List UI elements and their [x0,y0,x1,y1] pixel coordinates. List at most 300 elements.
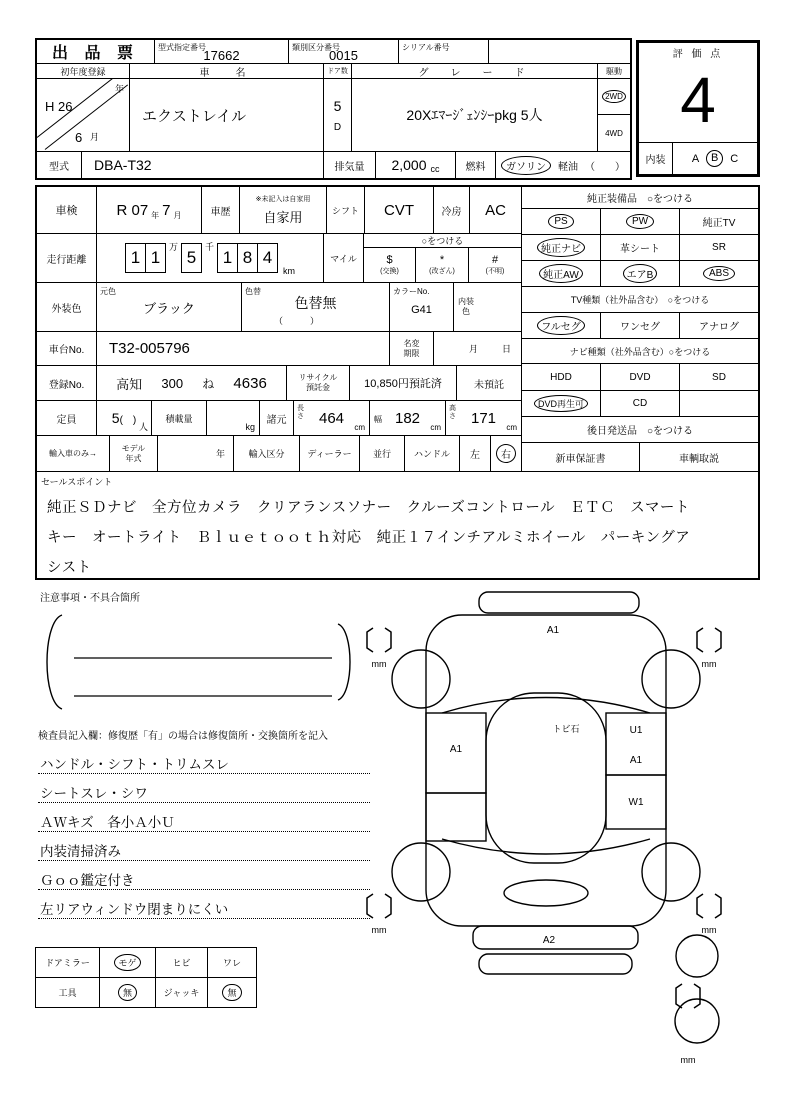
handle-label-cell [405,436,460,472]
ac-label-cell [434,187,470,234]
import-label: 輸入車のみ→ [49,449,97,458]
interior-grade-a: A [691,152,700,165]
recycle-not-deposited-cell [457,366,522,401]
length-value: 464 [318,409,345,427]
model-code-label: 型式指定番号 [158,43,206,52]
mirror-hibi: ヒビ [172,958,191,968]
length-label: 長 さ [297,405,304,421]
interior-label: 内装 [645,155,666,166]
equip-aw-cell [522,261,601,287]
drive-2wd: 2WD [602,90,626,103]
interior-grade-row [639,142,757,174]
doors-header [324,64,352,79]
mm-label-bottom: mm [680,1055,696,1065]
chassis-label: 車台No. [48,345,85,356]
recycle-not-deposited: 未預託 [474,379,504,391]
inspector-note-line: ＡＷキズ 各小Ａ小Ｕ [38,803,370,832]
interior-grade-b-circled: B [706,150,723,167]
color-label: 外装色 [51,303,82,315]
navi-dvd: DVD [629,371,651,383]
grade-value: 20Xｴﾏｰｼﾞｪﾝｼｰpkg 5人 [406,107,543,123]
regno-label-cell [37,366,97,401]
modelyear-value-cell [158,436,234,472]
chassis-value-cell [97,332,390,366]
sheet-title-cell [37,40,155,64]
circle-note: ○をつける [421,236,464,246]
tool-label-cell [36,978,100,1007]
equip-navi-circled: 純正ナビ [537,238,585,257]
capacity-value-cell [97,401,152,436]
disp-value-cell [376,152,456,178]
shaken-label: 車検 [55,205,78,217]
tv-fullseg-circled: フルセグ [537,316,585,335]
import-division-cell [234,436,300,472]
opt3-symbol: # [491,254,499,266]
header-blank-cell [489,40,630,64]
interior-label-cell [639,143,673,174]
car-name-cell [130,79,324,152]
handle-right-cell [491,436,522,472]
damage-w1-right-rear: W1 [628,797,644,808]
mileage-opt1-cell [364,248,416,283]
mileage-label: 走行距離 [46,254,87,266]
import-parallel: 並行 [372,449,391,459]
wheel-rear-right [642,843,700,901]
car-name-header [130,64,324,79]
opt3-label: (不明) [485,268,505,275]
mileage-sen: 千 [205,242,215,252]
drive-4wd: 4WD [605,128,623,138]
modelyear-label-2: 年式 [125,453,142,463]
doors-d: D [333,121,342,133]
import-label-cell [37,436,110,472]
opt2-symbol: * [439,254,445,266]
month-unit: 月 [468,344,478,354]
chassis-value: T32-005796 [109,340,190,357]
equip-navi-cell [522,235,601,261]
wheel-rear-left [392,843,450,901]
first-reg-body [37,79,130,152]
disp-label-cell [324,152,376,178]
tool-jack-cell [156,978,208,1007]
left-rear-panel [426,793,486,841]
interior-color-label-1: 内装 [458,297,474,307]
regno-kana: ね [202,376,215,391]
sales-line-2: キー オートライト Ｂｌｕｅｔｏｏｔｈ対応 純正１７インチアルミホイール パーキングア [47,530,691,546]
ac-label: 冷房 [441,206,462,218]
fuel-label: 燃料 [465,161,486,173]
tv-analog-cell [680,313,758,339]
regno-area: 高知 [116,376,143,392]
width-cell [370,401,446,436]
mileage-digit: 1 [217,243,238,273]
damage-u1-right: U1 [629,725,643,736]
recycle-label-2: 預託金 [306,383,330,392]
shaken-era: R 07 [116,201,149,219]
capacity-paren: ( ) [119,414,137,426]
mirror-moge-circled: モゲ [114,954,140,971]
grade-label: グ レ ー ド [418,67,531,79]
tool-jack: ジャッキ [163,988,200,998]
namechange-date-cell [434,332,522,366]
mm-label-tr: mm [701,659,717,669]
handle-label: ハンドル [413,449,450,459]
sales-label: セールスポイント [41,476,113,487]
load-unit: kg [245,422,255,432]
mile-label-cell [324,234,364,283]
mirror-label: ドアミラー [45,958,90,968]
evaluation-box [636,40,760,177]
mile-label: マイル [330,253,357,264]
shift-label-cell [327,187,365,234]
doors-cell [324,79,352,152]
damage-a1-left-door: A1 [449,744,463,755]
navi-hdd-cell [522,364,601,391]
manual-cell [640,443,758,472]
drive-label: 駆動 [606,66,622,76]
recycle-label-cell [287,366,350,401]
equip-leather-cell [601,235,680,261]
grade-cell [352,79,598,152]
drive-4wd-cell [598,115,630,152]
sales-line-3: シスト [47,560,92,576]
history-note: ※未記入は自家用 [255,196,311,203]
color-no-cell [390,283,454,332]
fuel-paren: （ ） [585,161,625,173]
mileage-digit: 8 [237,243,258,273]
navi-hdd: HDD [550,371,572,383]
sheet-title: 出 品 票 [52,45,139,62]
height-label: 高 さ [449,405,456,421]
navi-dvd-cell [601,364,680,391]
sales-text [47,493,752,583]
damage-a1-right: A1 [629,755,643,766]
mm-label-tl: mm [371,659,387,669]
inspector-note-line: 左リアウィンドウ閉まりにくい [38,890,370,919]
load-value-cell [207,401,260,436]
regno-label: 登録No. [48,379,85,391]
mirror-ware: ワレ [222,958,241,968]
mileage-digit: 1 [125,243,146,273]
modelyear-unit: 年 [215,449,225,459]
equip-ps-cell [522,209,601,235]
modelyear-label-1: モデル [121,443,146,453]
recycle-deposited: 10,850円預託済 [364,378,442,390]
height-unit: cm [506,423,517,432]
tool-none1-circled: 無 [118,984,137,1001]
mileage-unit: km [283,266,296,276]
shaken-year-unit: 年 [151,210,160,220]
equip-tv: 純正TV [702,218,736,229]
inspector-label: 検査員記入欄：修復歴「有」の場合は修復箇所・交換箇所を記入 [38,731,328,742]
front-bumper [479,592,639,613]
sales-line-1: 純正ＳＤナビ 全方位カメラ クリアランスソナー クルーズコントロール ＥＴＣ スマート [47,500,690,516]
circle-note-cell [364,234,522,248]
warranty-label: 新車保証書 [555,453,606,465]
spec-label: 諸元 [266,414,287,426]
orig-color-cell [97,283,242,332]
color-change-paren: （ ） [274,316,320,326]
navi-sd: SD [712,371,726,383]
shaken-label-cell [37,187,97,234]
import-parallel-cell [360,436,405,472]
history-label: 車歴 [210,206,231,218]
equip-leather: 革シート [620,244,660,255]
serial-cell [399,40,489,64]
drive-header [598,64,630,79]
handle-left: 左 [470,450,480,461]
mirror-moge-cell [100,948,156,978]
model-label: 型式 [49,161,69,173]
diagonal-line [45,84,128,149]
serial-label: シリアル番号 [402,43,450,52]
mileage-opt2-cell [416,248,469,283]
interior-color-label-2: 色 [462,307,470,316]
class-code-cell [289,40,399,64]
capacity-label: 定員 [56,414,77,426]
grade-header [352,64,598,79]
shift-value-cell [365,187,434,234]
equip-abs-cell [680,261,758,287]
disp-unit: cc [430,164,440,174]
chassis-label-cell [37,332,97,366]
drive-2wd-cell [598,79,630,115]
model-label-cell [37,152,82,178]
inspector-note-line: ハンドル・シフト・トリムスレ [38,745,370,774]
rear-bumper [473,926,638,949]
fuel-label-cell [456,152,496,178]
equip-header: 純正装備品 ○をつける [586,194,694,205]
regno-value-cell [97,366,287,401]
color-no-value: G41 [411,304,432,316]
inspector-note-line: 内装清掃済み [38,832,370,861]
damage-a1-front: A1 [546,625,560,636]
opt1-label: (交換) [380,268,399,275]
wheel-front-right [642,650,700,708]
first-reg-header [37,64,130,79]
tv-type-header-cell [522,287,758,313]
ac-value: AC [485,201,506,219]
tool-none2-circled: 無 [222,984,241,1001]
model-value: DBA-T32 [94,157,152,173]
mirror-hibi-cell [156,948,208,978]
mileage-digit: 5 [181,243,202,273]
equip-ps-circled: PS [548,214,573,229]
history-value-cell [240,187,327,234]
equip-tv-cell [680,209,758,235]
equip-pw-cell [601,209,680,235]
damage-stone-chip: トビ石 [552,724,580,734]
mileage-label-cell [37,234,97,283]
interior-grade-c: C [730,152,739,165]
import-division-label: 輸入区分 [248,449,285,459]
later-header-cell [522,417,758,443]
tv-fullseg-cell [522,313,601,339]
history-value: 自家用 [263,210,303,225]
modelyear-label-cell [110,436,158,472]
shaken-month-unit: 月 [173,210,182,220]
navi-sd-cell [680,364,758,391]
fuel-diesel: 軽油 [558,161,578,173]
rear-hatch [504,880,588,906]
namechange-label-2: 期限 [403,348,420,358]
equip-abs-circled: ABS [703,266,735,281]
history-label-cell [202,187,240,234]
interior-grades [673,143,757,174]
damage-a2-rear: A2 [542,935,556,946]
first-reg-year-unit: 年 [114,84,124,94]
color-change-cell [242,283,390,332]
inspector-note-line: Ｇｏｏ鑑定付き [38,861,370,890]
height-cell [446,401,522,436]
namechange-label-1: 名変 [403,338,420,348]
regno-class: 300 [161,375,184,391]
cd-label: CD [632,398,648,409]
tool-none1-cell [100,978,156,1007]
doors-value: 5 [333,97,342,114]
windshield-line [442,698,650,714]
main-form [35,185,760,580]
handle-right-circled: 右 [496,444,516,463]
mm-label-br: mm [701,925,717,935]
top-form [35,38,632,180]
color-label-cell [37,283,97,332]
car-name-value: エクストレイル [142,107,247,125]
measurement-brackets [367,628,721,1008]
equip-airbag-cell [601,261,680,287]
left-bracket [47,615,62,709]
equip-sr-cell [680,235,758,261]
handle-left-cell [460,436,491,472]
tool-label: 工具 [58,988,77,998]
eval-score-cell [639,57,757,142]
first-reg-month-unit: 月 [90,132,100,142]
caution-label: 注意事項・不具合箇所 [40,593,140,604]
equip-aw-circled: 純正AW [539,264,583,283]
mileage-digit: 4 [257,243,278,273]
shaken-month: 7 [162,201,171,219]
shift-value: CVT [384,201,414,219]
car-outline [392,592,719,1043]
fuel-value-cell [496,152,630,178]
namechange-label-cell [390,332,434,366]
caution-writein-box [36,612,366,712]
capacity-label-cell [37,401,97,436]
equip-pw-circled: PW [626,214,654,229]
first-reg-label: 初年度登録 [60,66,106,77]
car-name-label: 車 名 [199,67,254,79]
length-cell [294,401,370,436]
model-code-cell [155,40,289,64]
warranty-cell [522,443,640,472]
equip-airbag-circled: エアB [623,264,658,283]
dvd-play-circled: DVD再生可 [534,395,588,412]
doors-label: ドア数 [327,68,348,75]
eval-label: 評 価 点 [672,48,724,59]
regno-number: 4636 [233,374,267,392]
color-change-value: 色替無 [294,295,337,311]
dvd-play-cell [522,391,601,417]
cd-cell [601,391,680,417]
mileage-value-cell [97,234,324,283]
interior-color-label [458,297,474,316]
height-value: 171 [470,409,497,427]
model-value-cell [82,152,324,178]
width-value: 182 [394,409,421,427]
fuel-gasoline: ガソリン [501,156,551,175]
equip-header-cell [522,187,758,209]
later-header: 後日発送品 ○をつける [586,426,694,437]
day-unit: 日 [501,344,511,354]
mm-label-bl: mm [371,925,387,935]
equip-sr: SR [712,242,726,253]
navi-type-header: ナビ種類（社外品含む）○をつける [569,346,711,357]
ac-value-cell [470,187,522,234]
inspector-notes [38,745,370,919]
inspector-note-line: シートスレ・シワ [38,774,370,803]
tool-none2-cell [208,978,256,1007]
model-code-value: 17662 [203,47,240,63]
tool-table [35,947,257,1008]
tv-oneseg-cell [601,313,680,339]
class-code-label: 類別区分番号 [292,43,340,52]
car-damage-diagram [352,585,760,1077]
wheel-front-left [392,650,450,708]
import-dealer-cell [300,436,360,472]
interior-color-cell [454,283,522,332]
spec-label-cell [260,401,294,436]
orig-color-value: ブラック [143,300,195,316]
mileage-digit: 1 [145,243,166,273]
mirror-label-cell [36,948,100,978]
right-bracket [338,624,350,700]
length-unit: cm [354,423,365,432]
eval-score: 4 [680,63,716,136]
first-reg-era-year: H 26 [45,99,73,114]
mileage-opt3-cell [469,248,522,283]
shift-label: シフト [331,205,359,216]
cabin-roof [486,693,606,863]
load-label: 積載量 [165,413,193,424]
tv-type-header: TV種類（社外品含む） ○をつける [570,295,710,305]
damage-labels [372,625,717,1065]
recycle-deposited-cell [350,366,457,401]
load-label-cell [152,401,207,436]
cd-empty-cell [680,391,758,417]
color-change-label: 色替 [245,287,261,296]
recycle-label-1: リサイクル [298,373,338,383]
rear-lower-bumper [479,954,632,974]
tv-analog: アナログ [699,322,739,333]
navi-type-header-cell [522,339,758,364]
manual-label: 車輌取説 [679,453,719,465]
opt2-label: (改ざん) [429,268,455,275]
mirror-ware-cell [208,948,256,978]
color-no-label: カラーNo. [393,287,430,296]
disp-label: 排気量 [334,161,365,173]
first-reg-month: 6 [75,130,83,145]
mileage-man: 万 [168,242,178,252]
class-code-value: 0015 [329,47,358,63]
capacity-value: 5 [111,410,120,426]
orig-color-label: 元色 [100,287,116,296]
tv-oneseg: ワンセグ [620,322,660,333]
sales-label-cell [41,475,241,487]
disp-value: 2,000 [391,157,427,173]
import-dealer: ディーラー [307,449,352,459]
capacity-unit: 人 [138,422,148,432]
width-label: 幅 [374,415,382,424]
